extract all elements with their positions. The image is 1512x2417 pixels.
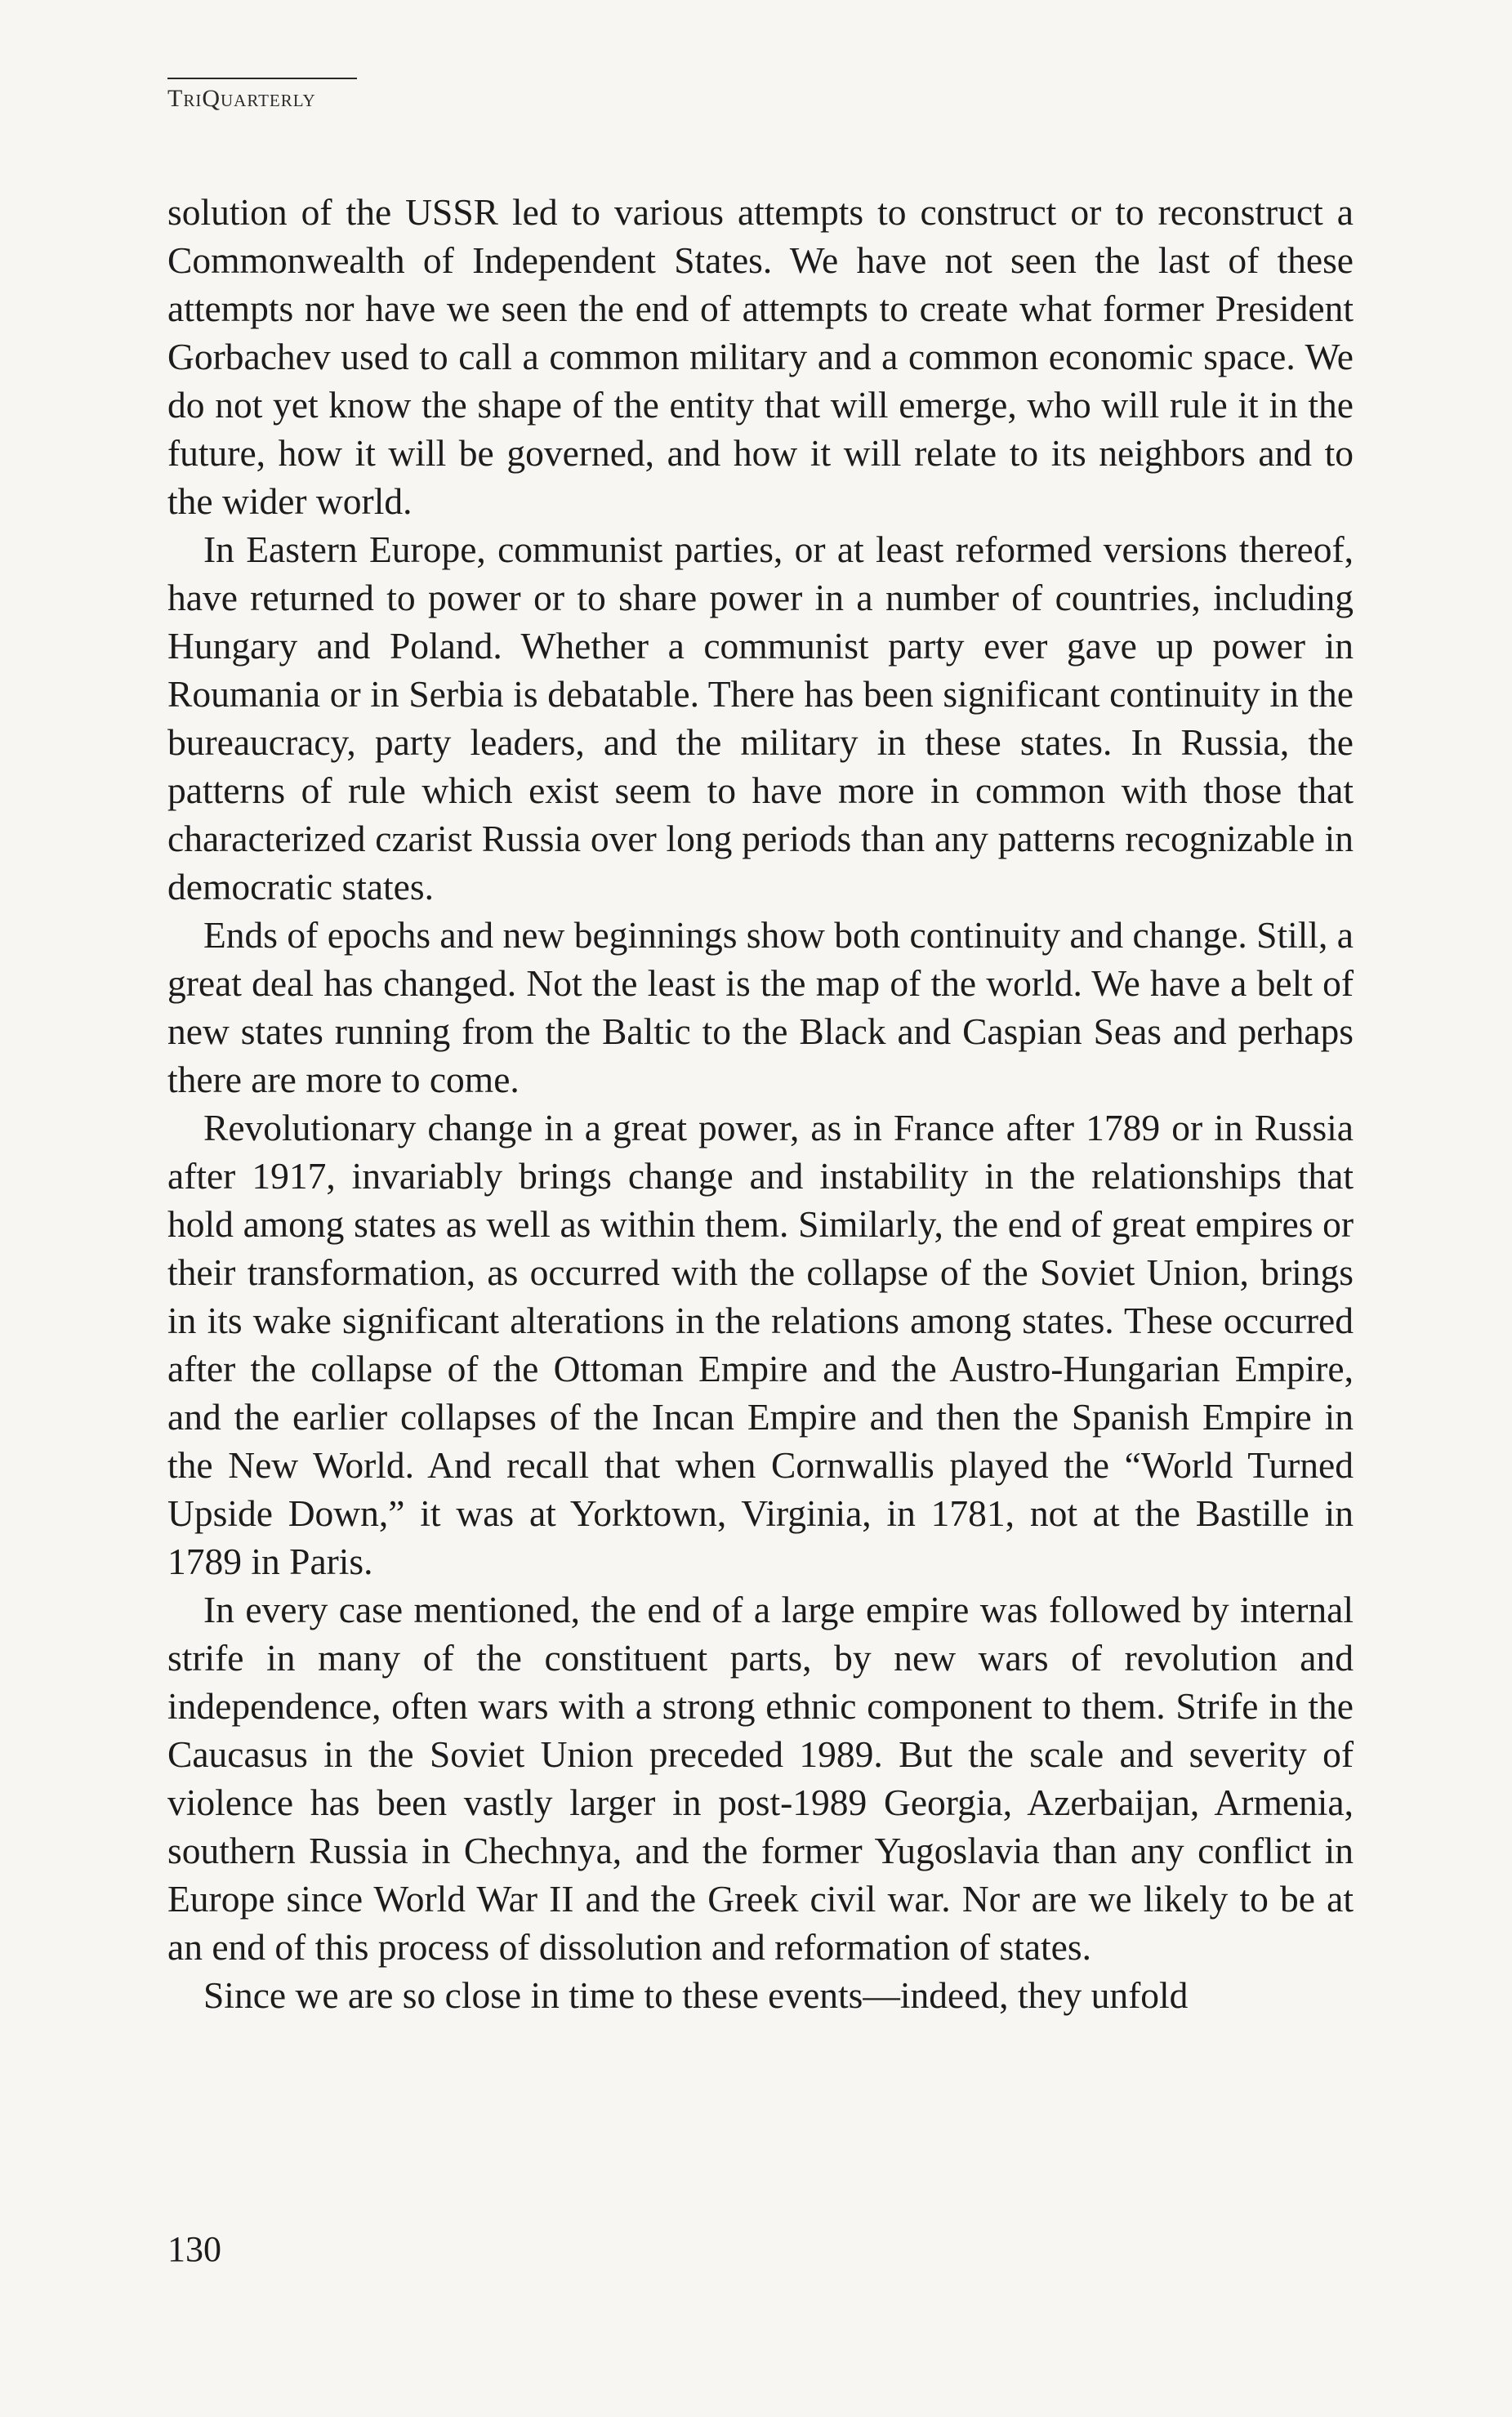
paragraph-6: Since we are so close in time to these events—indeed, they unfold bbox=[203, 1974, 1189, 2016]
paragraph-1: solution of the USSR led to various attempts to construct or to reconstruct a Commonwealth of Independent States. We have not seen the last of these attempts nor have we seen the end of attempts to create what former President Gorbachev used to call a common military and a common economic space. We do not yet know the shape of the entity that will emerge, who will rule it in the future, how it will be governed, and how it will relate to its neighbors and to the wider world. bbox=[167, 191, 1354, 522]
paragraph-2: In Eastern Europe, communist parties, or at least reformed versions thereof, have returned to power or to share power in a number of countries, including Hungary and Poland. Whether a communist party ever gave up power in Roumania or in Serbia is debatable. There has been significant continuity in the bureaucracy, party leaders, and the military in these states. In Russia, the patterns of rule which exist seem to have more in common with those that characterized czarist Russia over long periods than any patterns recognizable in democratic states. bbox=[167, 528, 1354, 907]
running-head-rule bbox=[167, 78, 357, 79]
running-head: TriQuarterly bbox=[167, 85, 316, 112]
paragraph-3: Ends of epochs and new beginnings show both continuity and change. Still, a great deal has changed. Not the least is the map of the world. We have a belt of new states running from the Baltic to the Black and Caspian Seas and perhaps there are more to come. bbox=[167, 914, 1354, 1100]
page-number: 130 bbox=[167, 2229, 221, 2269]
paragraph-5: In every case mentioned, the end of a large empire was followed by internal strife in many of the constituent parts, by new wars of revolution and independence, often wars with a strong ethnic component to them. Strife in the Caucasus in the Soviet Union preceded 1989. But the scale and severity of violence has been vastly larger in post-1989 Georgia, Azerbaijan, Armenia, southern Russia in Chechnya, and the former Yugoslavia than any conflict in Europe since World War II and the Greek civil war. Nor are we likely to be at an end of this process of dissolution and reformation of states. bbox=[167, 1589, 1354, 1968]
body-text bbox=[167, 188, 1354, 2019]
paragraph-4: Revolutionary change in a great power, as in France after 1789 or in Russia after 1917, invariably brings change and instability in the relationships that hold among states as well as within them. Similarly, the end of great empires or their transformation, as occurred with the collapse of the Soviet Union, brings in its wake significant alterations in the relations among states. These occurred after the collapse of the Ottoman Empire and the Austro-Hungarian Empire, and the earlier collapses of the Incan Empire and then the Spanish Empire in the New World. And recall that when Cornwallis played the “World Turned Upside Down,” it was at Yorktown, Virginia, in 1781, not at the Bastille in 1789 in Paris. bbox=[167, 1107, 1354, 1582]
